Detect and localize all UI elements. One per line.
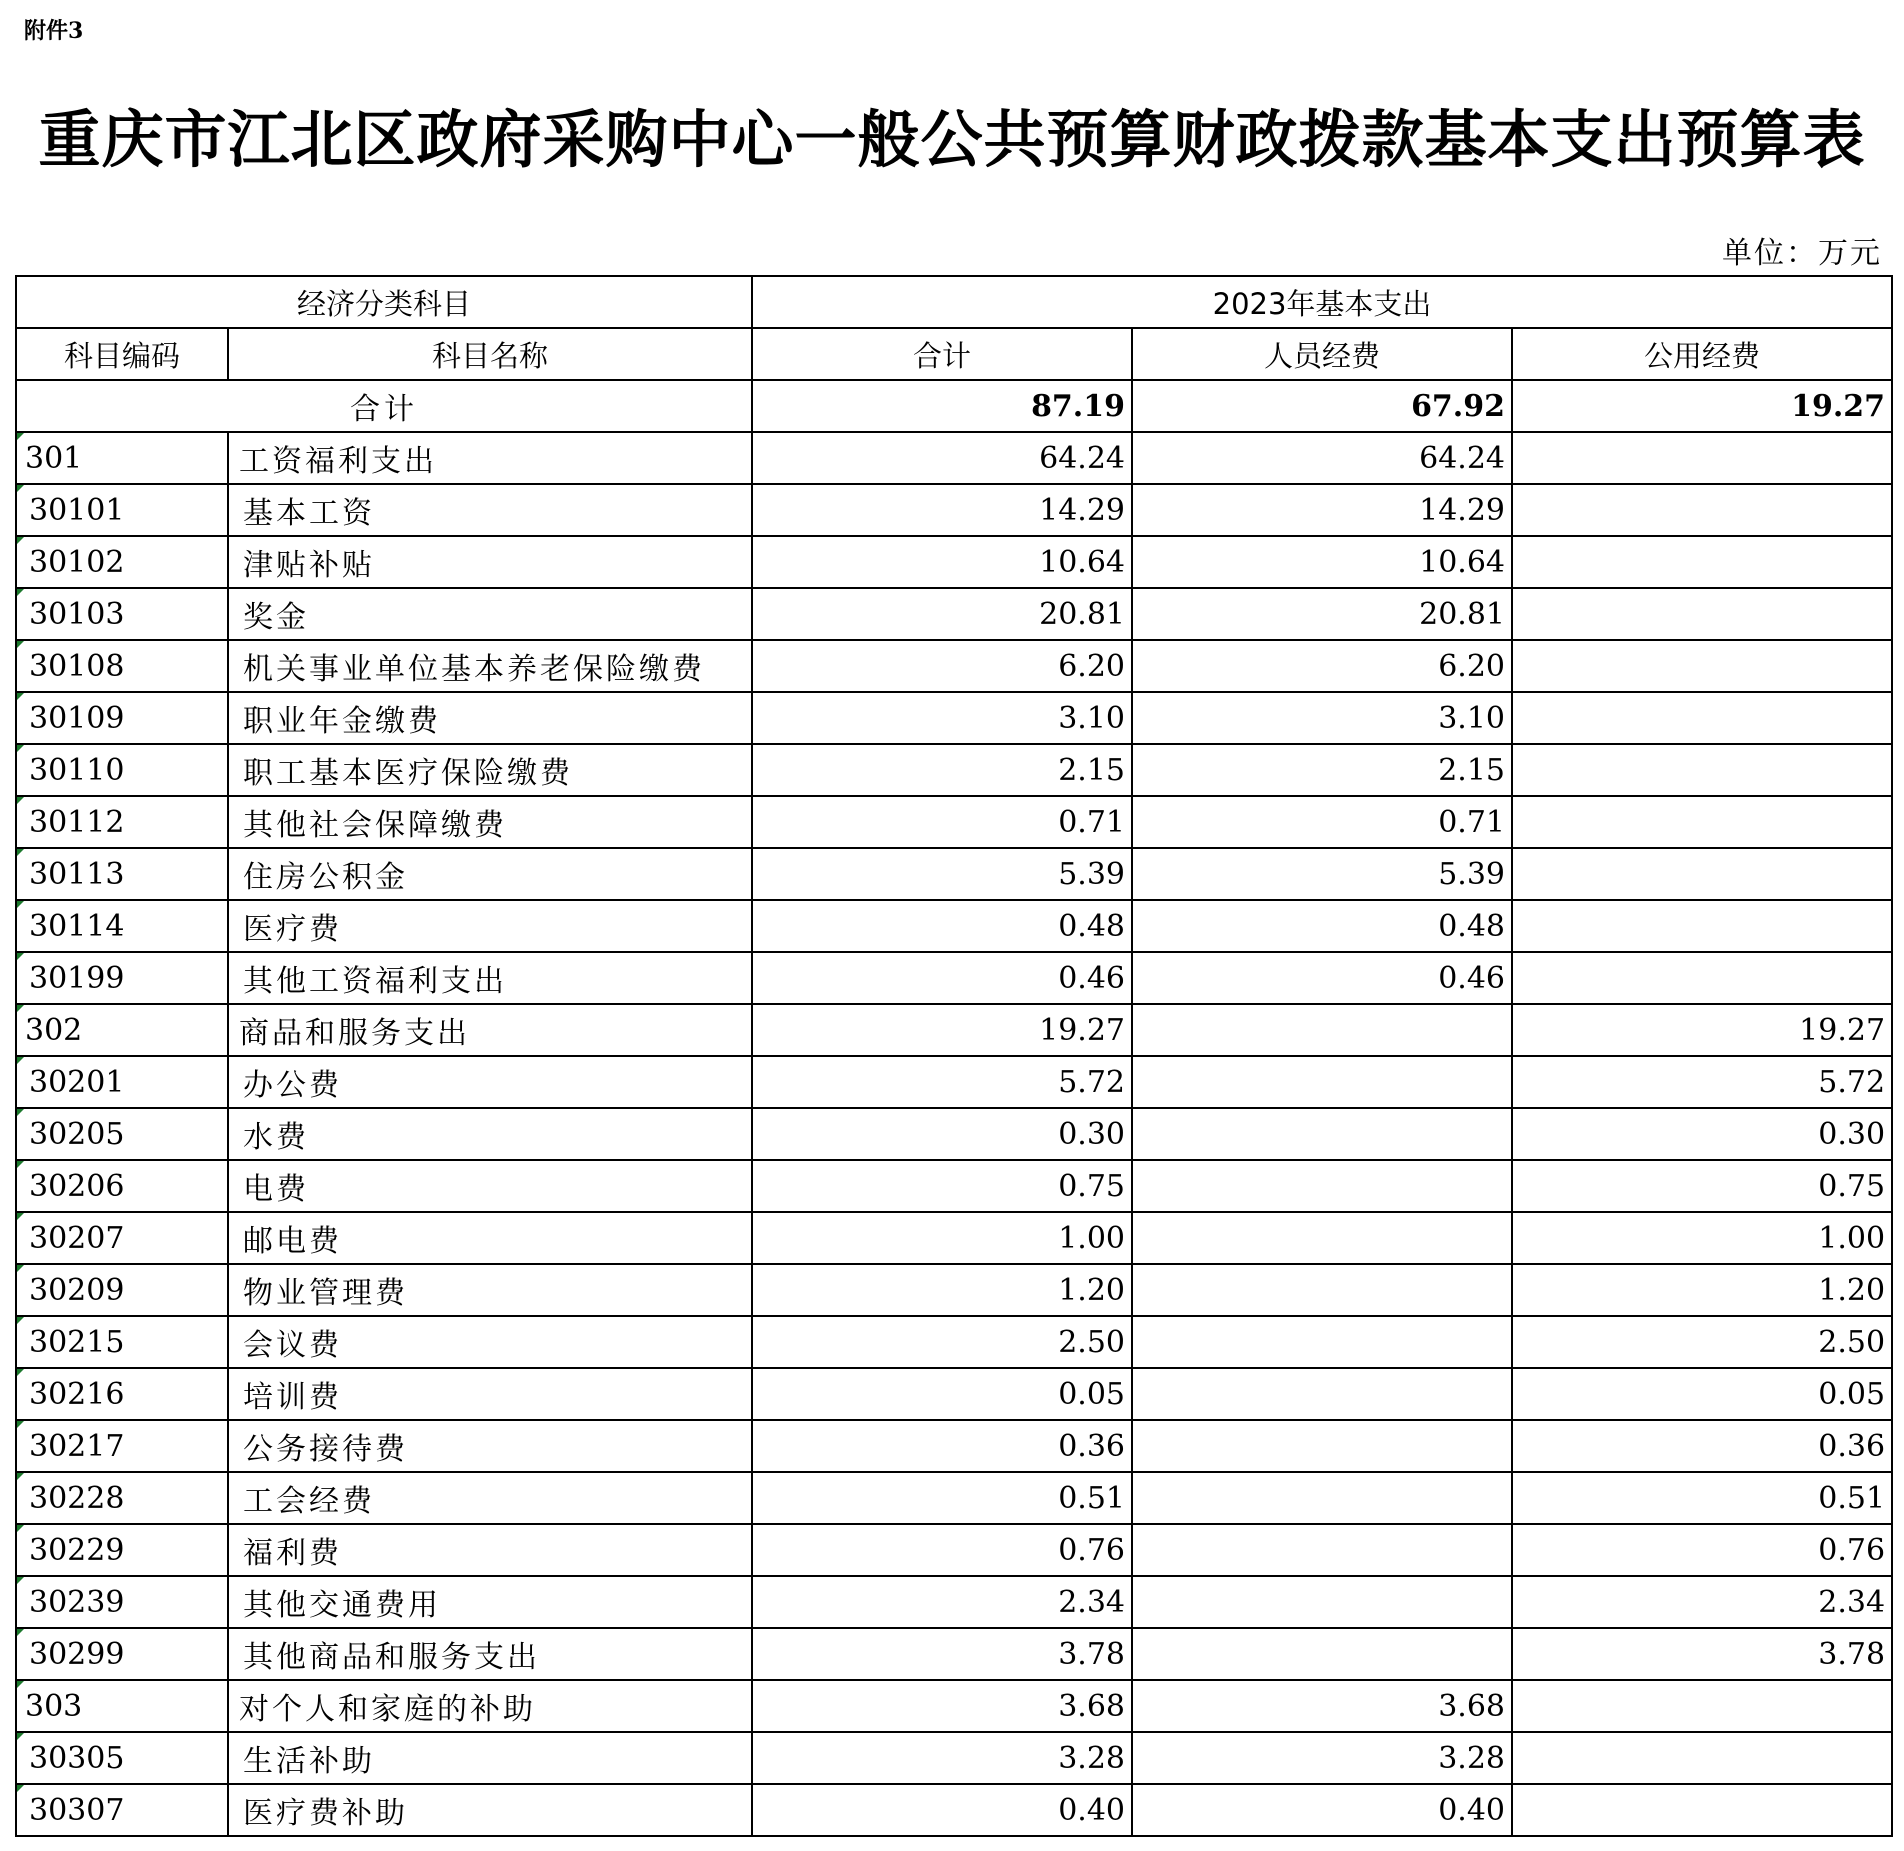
header-code: 科目编码	[16, 328, 228, 380]
row-total: 14.29	[752, 484, 1132, 536]
row-personnel	[1132, 1212, 1512, 1264]
row-name: 公务接待费	[228, 1420, 752, 1472]
row-public: 1.20	[1512, 1264, 1892, 1316]
row-total: 20.81	[752, 588, 1132, 640]
row-code: 30205	[16, 1108, 228, 1160]
row-name: 其他工资福利支出	[228, 952, 752, 1004]
row-code: 30215	[16, 1316, 228, 1368]
row-total: 1.00	[752, 1212, 1132, 1264]
row-code: 30307	[16, 1784, 228, 1836]
row-personnel	[1132, 1472, 1512, 1524]
row-total: 5.39	[752, 848, 1132, 900]
row-code: 30109	[16, 692, 228, 744]
row-code: 30114	[16, 900, 228, 952]
attachment-label: 附件3	[24, 18, 84, 44]
row-name: 会议费	[228, 1316, 752, 1368]
row-public	[1512, 1784, 1892, 1836]
table-row	[16, 1316, 1892, 1368]
row-name: 医疗费补助	[228, 1784, 752, 1836]
row-personnel: 6.20	[1132, 640, 1512, 692]
row-public: 2.34	[1512, 1576, 1892, 1628]
row-total: 0.40	[752, 1784, 1132, 1836]
total-personnel: 67.92	[1132, 380, 1512, 432]
row-name: 对个人和家庭的补助	[228, 1680, 752, 1732]
row-public: 2.50	[1512, 1316, 1892, 1368]
row-personnel: 5.39	[1132, 848, 1512, 900]
row-total: 0.76	[752, 1524, 1132, 1576]
row-total: 3.28	[752, 1732, 1132, 1784]
table-row	[16, 1160, 1892, 1212]
row-name: 职工基本医疗保险缴费	[228, 744, 752, 796]
row-public	[1512, 952, 1892, 1004]
row-name: 生活补助	[228, 1732, 752, 1784]
row-total: 0.48	[752, 900, 1132, 952]
row-code: 30103	[16, 588, 228, 640]
row-total: 0.46	[752, 952, 1132, 1004]
row-total: 3.68	[752, 1680, 1132, 1732]
row-personnel	[1132, 1264, 1512, 1316]
row-personnel: 0.46	[1132, 952, 1512, 1004]
row-public	[1512, 900, 1892, 952]
row-public: 0.30	[1512, 1108, 1892, 1160]
row-name: 奖金	[228, 588, 752, 640]
row-code: 303	[16, 1680, 228, 1732]
row-public: 0.05	[1512, 1368, 1892, 1420]
row-name: 职业年金缴费	[228, 692, 752, 744]
row-name: 住房公积金	[228, 848, 752, 900]
row-code: 30110	[16, 744, 228, 796]
total-public: 19.27	[1512, 380, 1892, 432]
row-code: 30102	[16, 536, 228, 588]
row-public	[1512, 588, 1892, 640]
row-personnel: 20.81	[1132, 588, 1512, 640]
row-personnel: 0.48	[1132, 900, 1512, 952]
row-public	[1512, 1732, 1892, 1784]
table-row	[16, 900, 1892, 952]
row-code: 30216	[16, 1368, 228, 1420]
row-personnel: 10.64	[1132, 536, 1512, 588]
row-code: 30108	[16, 640, 228, 692]
header-public: 公用经费	[1512, 328, 1892, 380]
row-personnel	[1132, 1368, 1512, 1420]
row-name: 办公费	[228, 1056, 752, 1108]
row-name: 机关事业单位基本养老保险缴费	[228, 640, 752, 692]
row-name: 其他商品和服务支出	[228, 1628, 752, 1680]
row-personnel: 3.68	[1132, 1680, 1512, 1732]
row-public: 0.75	[1512, 1160, 1892, 1212]
row-total: 10.64	[752, 536, 1132, 588]
row-code: 30228	[16, 1472, 228, 1524]
row-total: 2.34	[752, 1576, 1132, 1628]
row-code: 30207	[16, 1212, 228, 1264]
table-row	[16, 1004, 1892, 1056]
header-total: 合计	[752, 328, 1132, 380]
row-total: 6.20	[752, 640, 1132, 692]
row-public	[1512, 640, 1892, 692]
row-personnel: 2.15	[1132, 744, 1512, 796]
row-code: 30101	[16, 484, 228, 536]
table-row	[16, 1576, 1892, 1628]
row-public: 0.36	[1512, 1420, 1892, 1472]
table-row	[16, 1420, 1892, 1472]
table-row	[16, 484, 1892, 536]
total-row	[16, 380, 1892, 432]
row-public: 0.76	[1512, 1524, 1892, 1576]
row-code: 302	[16, 1004, 228, 1056]
row-total: 0.30	[752, 1108, 1132, 1160]
row-total: 0.05	[752, 1368, 1132, 1420]
row-public: 0.51	[1512, 1472, 1892, 1524]
row-public	[1512, 1680, 1892, 1732]
header-personnel: 人员经费	[1132, 328, 1512, 380]
row-total: 1.20	[752, 1264, 1132, 1316]
row-personnel: 3.28	[1132, 1732, 1512, 1784]
row-personnel	[1132, 1004, 1512, 1056]
row-code: 30209	[16, 1264, 228, 1316]
table-row	[16, 1680, 1892, 1732]
row-total: 3.10	[752, 692, 1132, 744]
table-row	[16, 432, 1892, 484]
row-code: 30201	[16, 1056, 228, 1108]
row-code: 301	[16, 432, 228, 484]
row-total: 0.36	[752, 1420, 1132, 1472]
row-personnel	[1132, 1108, 1512, 1160]
row-public	[1512, 848, 1892, 900]
row-total: 5.72	[752, 1056, 1132, 1108]
row-total: 19.27	[752, 1004, 1132, 1056]
row-personnel: 14.29	[1132, 484, 1512, 536]
row-public	[1512, 536, 1892, 588]
table-row	[16, 848, 1892, 900]
table-row	[16, 1056, 1892, 1108]
row-public	[1512, 692, 1892, 744]
row-name: 工资福利支出	[228, 432, 752, 484]
unit-label: 单位：万元	[1722, 236, 1882, 271]
row-name: 津贴补贴	[228, 536, 752, 588]
row-public: 1.00	[1512, 1212, 1892, 1264]
row-name: 医疗费	[228, 900, 752, 952]
row-personnel: 0.71	[1132, 796, 1512, 848]
row-name: 培训费	[228, 1368, 752, 1420]
row-total: 2.50	[752, 1316, 1132, 1368]
row-name: 其他社会保障缴费	[228, 796, 752, 848]
row-total: 0.71	[752, 796, 1132, 848]
row-code: 30305	[16, 1732, 228, 1784]
row-public: 3.78	[1512, 1628, 1892, 1680]
table-row	[16, 1524, 1892, 1576]
row-public	[1512, 744, 1892, 796]
row-code: 30206	[16, 1160, 228, 1212]
row-name: 其他交通费用	[228, 1576, 752, 1628]
row-personnel	[1132, 1056, 1512, 1108]
row-name: 福利费	[228, 1524, 752, 1576]
header-name: 科目名称	[228, 328, 752, 380]
total-label: 合计	[16, 380, 752, 432]
header-economic-classification: 经济分类科目	[16, 276, 752, 328]
table-row	[16, 1212, 1892, 1264]
row-public	[1512, 796, 1892, 848]
row-total: 0.75	[752, 1160, 1132, 1212]
row-personnel: 3.10	[1132, 692, 1512, 744]
budget-table	[15, 275, 1893, 1837]
row-name: 水费	[228, 1108, 752, 1160]
row-personnel	[1132, 1628, 1512, 1680]
table-row	[16, 1472, 1892, 1524]
row-personnel	[1132, 1524, 1512, 1576]
table-row	[16, 1264, 1892, 1316]
row-total: 64.24	[752, 432, 1132, 484]
row-name: 邮电费	[228, 1212, 752, 1264]
row-name: 工会经费	[228, 1472, 752, 1524]
table-row	[16, 1784, 1892, 1836]
table-row	[16, 796, 1892, 848]
row-public: 19.27	[1512, 1004, 1892, 1056]
row-personnel	[1132, 1316, 1512, 1368]
row-code: 30239	[16, 1576, 228, 1628]
row-public	[1512, 484, 1892, 536]
row-code: 30299	[16, 1628, 228, 1680]
page-title: 重庆市江北区政府采购中心一般公共预算财政拨款基本支出预算表	[38, 103, 1866, 176]
row-personnel: 0.40	[1132, 1784, 1512, 1836]
table-row	[16, 692, 1892, 744]
row-code: 30217	[16, 1420, 228, 1472]
row-name: 基本工资	[228, 484, 752, 536]
row-personnel	[1132, 1160, 1512, 1212]
row-public: 5.72	[1512, 1056, 1892, 1108]
row-personnel	[1132, 1576, 1512, 1628]
row-total: 2.15	[752, 744, 1132, 796]
row-total: 0.51	[752, 1472, 1132, 1524]
table-row	[16, 588, 1892, 640]
total-amount: 87.19	[752, 380, 1132, 432]
row-personnel	[1132, 1420, 1512, 1472]
row-code: 30112	[16, 796, 228, 848]
header-basic-expenditure-2023: 2023年基本支出	[752, 276, 1892, 328]
row-code: 30199	[16, 952, 228, 1004]
table-row	[16, 640, 1892, 692]
table-row	[16, 1108, 1892, 1160]
row-public	[1512, 432, 1892, 484]
row-name: 物业管理费	[228, 1264, 752, 1316]
row-code: 30229	[16, 1524, 228, 1576]
table-row	[16, 1368, 1892, 1420]
row-personnel: 64.24	[1132, 432, 1512, 484]
table-row	[16, 952, 1892, 1004]
row-code: 30113	[16, 848, 228, 900]
row-total: 3.78	[752, 1628, 1132, 1680]
table-row	[16, 1732, 1892, 1784]
table-row	[16, 536, 1892, 588]
row-name: 商品和服务支出	[228, 1004, 752, 1056]
table-row	[16, 1628, 1892, 1680]
row-name: 电费	[228, 1160, 752, 1212]
table-row	[16, 744, 1892, 796]
